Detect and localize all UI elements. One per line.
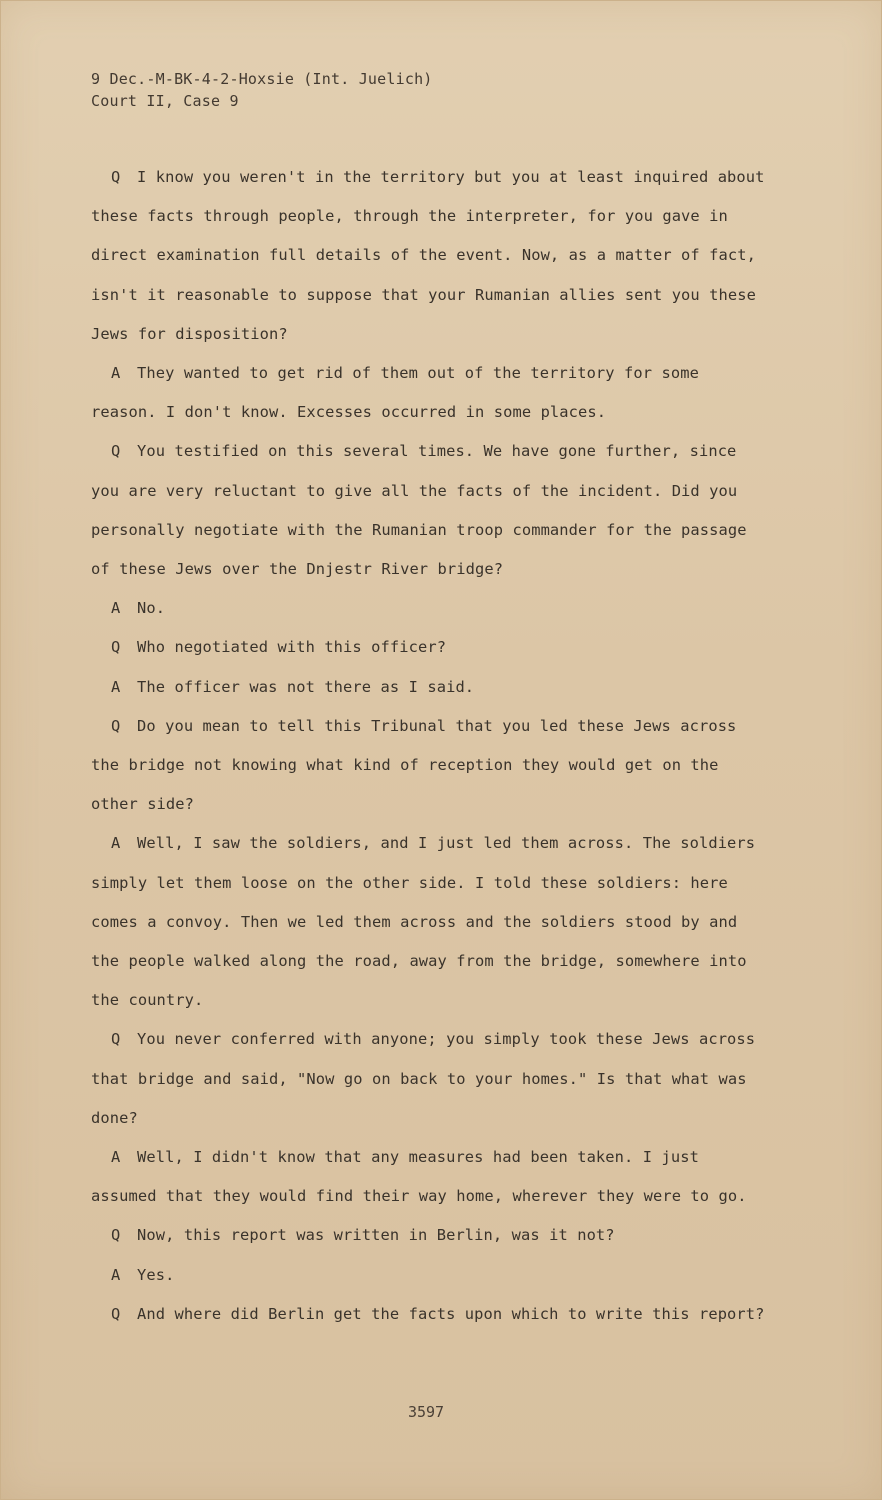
speaker-label: A [111, 677, 121, 696]
transcript-paragraph [91, 1295, 771, 1334]
speaker-label: Q [111, 638, 121, 657]
speaker-label: Q [111, 1226, 121, 1245]
transcript-paragraph [91, 589, 771, 628]
transcript-body [91, 158, 771, 1334]
speaker-label: Q [111, 716, 121, 735]
speaker-label: A [111, 364, 121, 383]
transcript-paragraph [91, 158, 771, 354]
transcript-paragraph [91, 1216, 771, 1255]
transcript-paragraph [91, 668, 771, 707]
speaker-label: Q [111, 1304, 121, 1323]
header-case-reference: 9 Dec.-M-BK-4-2-Hoxsie (Int. Juelich) [91, 70, 433, 88]
paragraph-text: Well, I saw the soldiers, and I just led them across. The soldiers simply let them loose on the other side. I told these soldiers: here comes a convoy. Then we led them across and the soldiers stood by and the people walked along the road, away from the bridge, somewhere into the country. [91, 834, 756, 1010]
transcript-paragraph [91, 354, 771, 432]
paragraph-text: The officer was not there as I said. [137, 677, 475, 696]
speaker-label: Q [111, 442, 121, 461]
paragraph-text: And where did Berlin get the facts upon which to write this report? [137, 1304, 765, 1323]
page-number: 3597 [407, 1403, 445, 1421]
paragraph-text: I know you weren't in the territory but you at least inquired about these facts through people, through the interpreter, for you gave in direct examination full details of the event. Now, as a matter of fact, isn't it reasonable to suppose that your Rumanian allies sent you these Jews for disposition? [91, 168, 765, 343]
speaker-label: A [111, 1265, 121, 1284]
transcript-paragraph [91, 707, 771, 825]
transcript-paragraph [91, 1256, 771, 1295]
paragraph-text: They wanted to get rid of them out of the territory for some reason. I don't know. Excesses occurred in some places. [91, 364, 699, 422]
paragraph-text: No. [137, 599, 166, 618]
speaker-label: A [111, 599, 121, 618]
document-header [91, 68, 433, 112]
paragraph-text: Do you mean to tell this Tribunal that you led these Jews across the bridge not knowing what kind of reception they would get on the other side? [91, 716, 737, 814]
header-court-case: Court II, Case 9 [91, 92, 239, 110]
paragraph-text: You testified on this several times. We have gone further, since you are very reluctant to give all the facts of the incident. Did you personally negotiate with the Rumanian troop commander for the passage of these Jews over the Dnjestr River bridge? [91, 442, 747, 579]
transcript-paragraph [91, 628, 771, 667]
paragraph-text: Yes. [137, 1265, 175, 1284]
paragraph-text: Now, this report was written in Berlin, was it not? [137, 1226, 615, 1245]
speaker-label: Q [111, 1030, 121, 1049]
paragraph-text: Well, I didn't know that any measures had been taken. I just assumed that they would find their way home, wherever they were to go. [91, 1148, 747, 1206]
transcript-paragraph [91, 824, 771, 1020]
paragraph-text: Who negotiated with this officer? [137, 638, 447, 657]
paragraph-text: You never conferred with anyone; you simply took these Jews across that bridge and said, "Now go on back to your homes." Is that what was done? [91, 1030, 756, 1127]
transcript-paragraph [91, 432, 771, 589]
transcript-paragraph [91, 1138, 771, 1216]
speaker-label: Q [111, 168, 121, 186]
transcript-paragraph [91, 1020, 771, 1138]
speaker-label: A [111, 1148, 121, 1167]
speaker-label: A [111, 834, 121, 853]
